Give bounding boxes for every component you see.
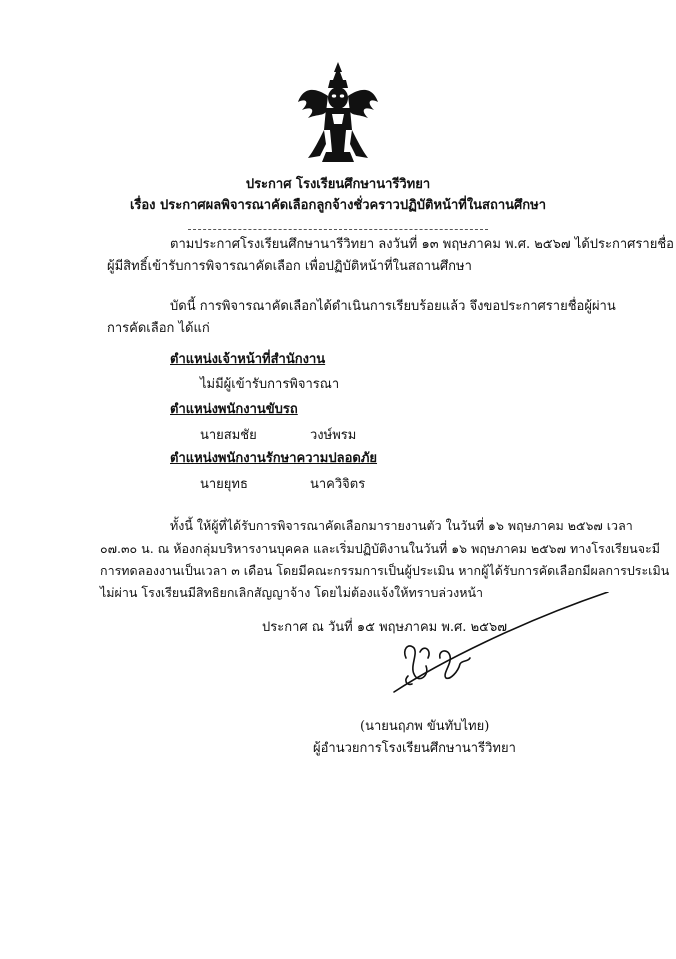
- position-candidate-first: นายยุทธ: [200, 477, 248, 492]
- closing-line-1: ทั้งนี้ ให้ผู้ที่ได้รับการพิจารณาคัดเลือกมารายงานตัว ในวันที่ ๑๖ พฤษภาคม ๒๕๖๗ เวลา: [170, 518, 633, 533]
- position-title: ตำแหน่งเจ้าหน้าที่สำนักงาน: [170, 352, 326, 367]
- garuda-emblem-icon: [296, 58, 380, 166]
- signature: [380, 592, 610, 712]
- closing-line-2: ๐๗.๓๐ น. ณ ห้องกลุ่มบริหารงานบุคคล และเริ่มปฏิบัติงานในวันที่ ๑๖ พฤษภาคม ๒๕๖๗ ทางโรงเรียนจะมี: [100, 541, 660, 556]
- position-title: ตำแหน่งพนักงานขับรถ: [170, 402, 298, 417]
- position-candidate-last: วงษ์พรม: [310, 428, 357, 443]
- closing-line-4: ไม่ผ่าน โรงเรียนมีสิทธิยกเลิกสัญญาจ้าง โดยไม่ต้องแจ้งให้ทราบล่วงหน้า: [100, 585, 484, 600]
- announcement-heading: ประกาศ โรงเรียนศึกษานารีวิทยา: [245, 177, 431, 192]
- closing-line-3: การทดลองงานเป็นเวลา ๓ เดือน โดยมีคณะกรรมการเป็นผู้ประเมิน หากผู้ได้รับการคัดเลือกมีผลการประเมิน: [100, 563, 670, 578]
- paragraph-1-line-2: ผู้มีสิทธิ์เข้ารับการพิจารณาคัดเลือก เพื่อปฏิบัติหน้าที่ในสถานศึกษา: [107, 259, 472, 274]
- position-candidate-last: นาควิจิตร: [310, 477, 366, 492]
- position-title: ตำแหน่งพนักงานรักษาความปลอดภัย: [170, 451, 378, 466]
- position-candidate-first: ไม่มีผู้เข้ารับการพิจารณา: [200, 377, 340, 392]
- announcement-date: ประกาศ ณ วันที่ ๑๕ พฤษภาคม พ.ศ. ๒๕๖๗: [262, 620, 508, 635]
- paragraph-2-line-2: การคัดเลือก ได้แก่: [107, 321, 210, 336]
- signer-title: ผู้อำนวยการโรงเรียนศึกษานารีวิทยา: [313, 741, 516, 756]
- header-divider: [188, 229, 488, 230]
- announcement-subject: เรื่อง ประกาศผลพิจารณาคัดเลือกลูกจ้างชั่วคราวปฏิบัติหน้าที่ในสถานศึกษา: [129, 198, 547, 213]
- position-candidate-first: นายสมชัย: [200, 428, 257, 443]
- paragraph-2-line-1: บัดนี้ การพิจารณาคัดเลือกได้ดำเนินการเรียบร้อยแล้ว จึงขอประกาศรายชื่อผู้ผ่าน: [170, 299, 616, 314]
- signer-name: (นายนฤภพ ขันทับไทย): [360, 719, 490, 734]
- paragraph-1-line-1: ตามประกาศโรงเรียนศึกษานารีวิทยา ลงวันที่ ๑๓ พฤษภาคม พ.ศ. ๒๕๖๗ ได้ประกาศรายชื่อ: [170, 237, 674, 252]
